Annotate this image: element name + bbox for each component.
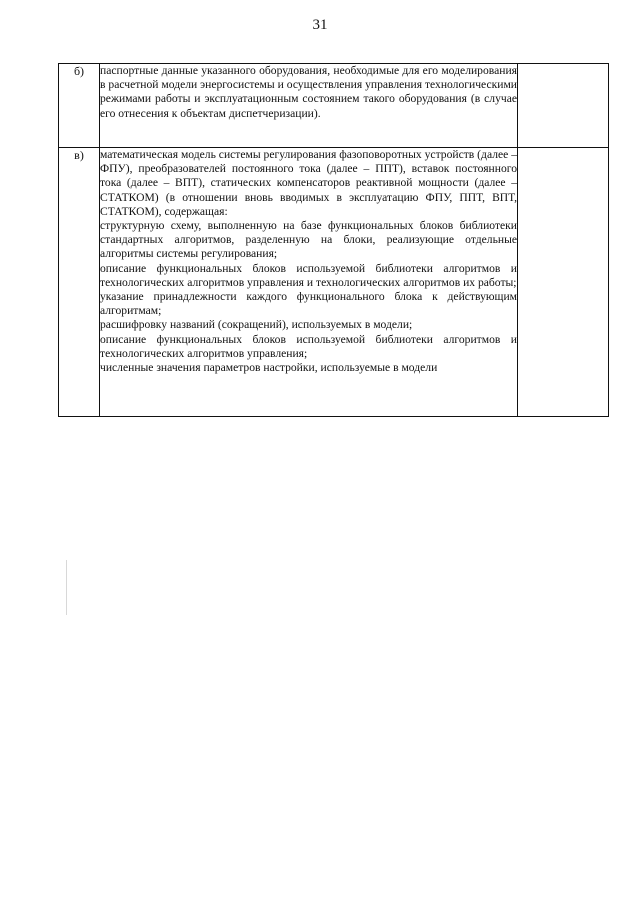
paragraph: математическая модель системы регулирования фазоповоротных устройств (далее – ФПУ), преобразователей постоянного тока (далее – ППТ), вставок постоянного тока (далее – ВПТ), статических компенсаторов реактивной мощности (далее – СТАТКОМ) (в отношении вновь вводимых в эксплуатацию ФПУ, ППТ, ВПТ, СТАТКОМ), содержащая:	[100, 148, 517, 218]
paragraph: паспортные данные указанного оборудования, необходимые для его моделирования в расчетной модели энергосистемы и осуществления управления технологическими режимами работы и эксплуатационным состоянием такого оборудования (в случае его отнесения к объектам диспетчеризации).	[100, 64, 517, 120]
table-row	[59, 148, 609, 417]
row-text-cell	[100, 64, 518, 148]
empty-cell	[518, 64, 609, 148]
page-number: 31	[312, 17, 328, 33]
paragraph: структурную схему, выполненную на базе функциональных блоков библиотеки стандартных алгоритмов, разделенную на блоки, реализующие отдельные алгоритмы системы регулирования;	[100, 219, 517, 261]
paragraph: указание принадлежности каждого функционального блока к действующим алгоритмам;	[100, 290, 517, 318]
paragraph: расшифровку названий (сокращений), используемых в модели;	[100, 318, 413, 332]
paragraph: описание функциональных блоков используемой библиотеки алгоритмов и технологических алгоритмов управления;	[100, 332, 517, 360]
row-letter: б)	[59, 64, 100, 148]
empty-cell	[518, 148, 609, 417]
row-text-cell	[100, 148, 518, 417]
requirements-table	[58, 63, 609, 417]
scan-artifact-line	[66, 560, 67, 615]
paragraph: численные значения параметров настройки, используемые в модели	[100, 361, 438, 375]
table-row	[59, 64, 609, 148]
row-letter: в)	[59, 148, 100, 417]
paragraph: описание функциональных блоков используемой библиотеки алгоритмов и технологических алгоритмов управления и технологических алгоритмов их работы;	[100, 261, 517, 289]
